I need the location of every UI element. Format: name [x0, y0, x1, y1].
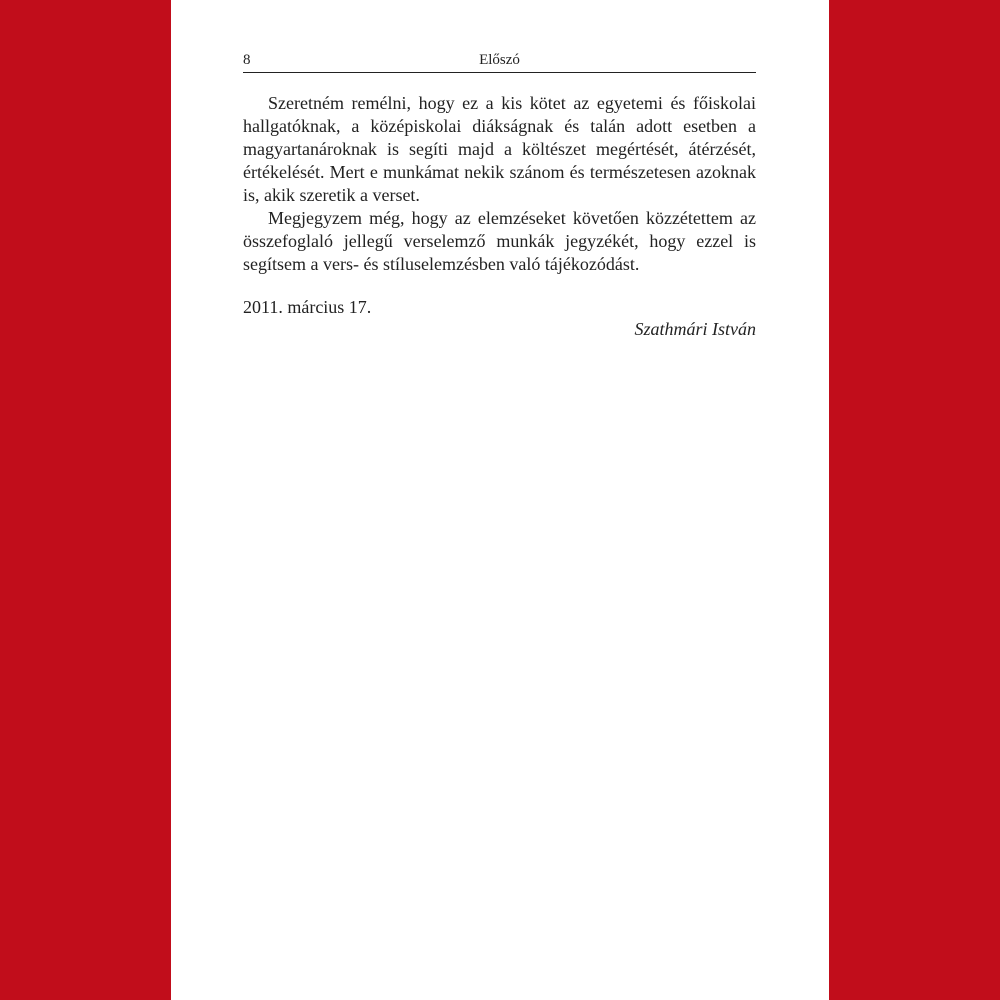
- paragraph: Szeretném remélni, hogy ez a kis kötet az egyetemi és főiskolai hallgatóknak, a középiskolai diákságnak és talán adott esetben a magyartanároknak is segíti majd a költészet megértését, átérzését, értékelését. Mert e munkámat nekik szánom és természetesen azoknak is, akik szeretik a verset.: [243, 93, 756, 205]
- paragraph: Megjegyzem még, hogy az elemzéseket követően közzétettem az összefoglaló jellegű verselemző munkák jegyzékét, hogy ezzel is segítsem a vers- és stíluselemzésben való tájékozódást.: [243, 208, 756, 274]
- date-line: 2011. március 17.: [243, 297, 372, 317]
- running-title: Előszó: [479, 52, 520, 68]
- book-page: [171, 0, 829, 1000]
- page-header: [243, 50, 756, 73]
- author-signature: Szathmári István: [634, 319, 756, 339]
- body-text: [243, 92, 756, 276]
- page-number: 8: [243, 52, 251, 68]
